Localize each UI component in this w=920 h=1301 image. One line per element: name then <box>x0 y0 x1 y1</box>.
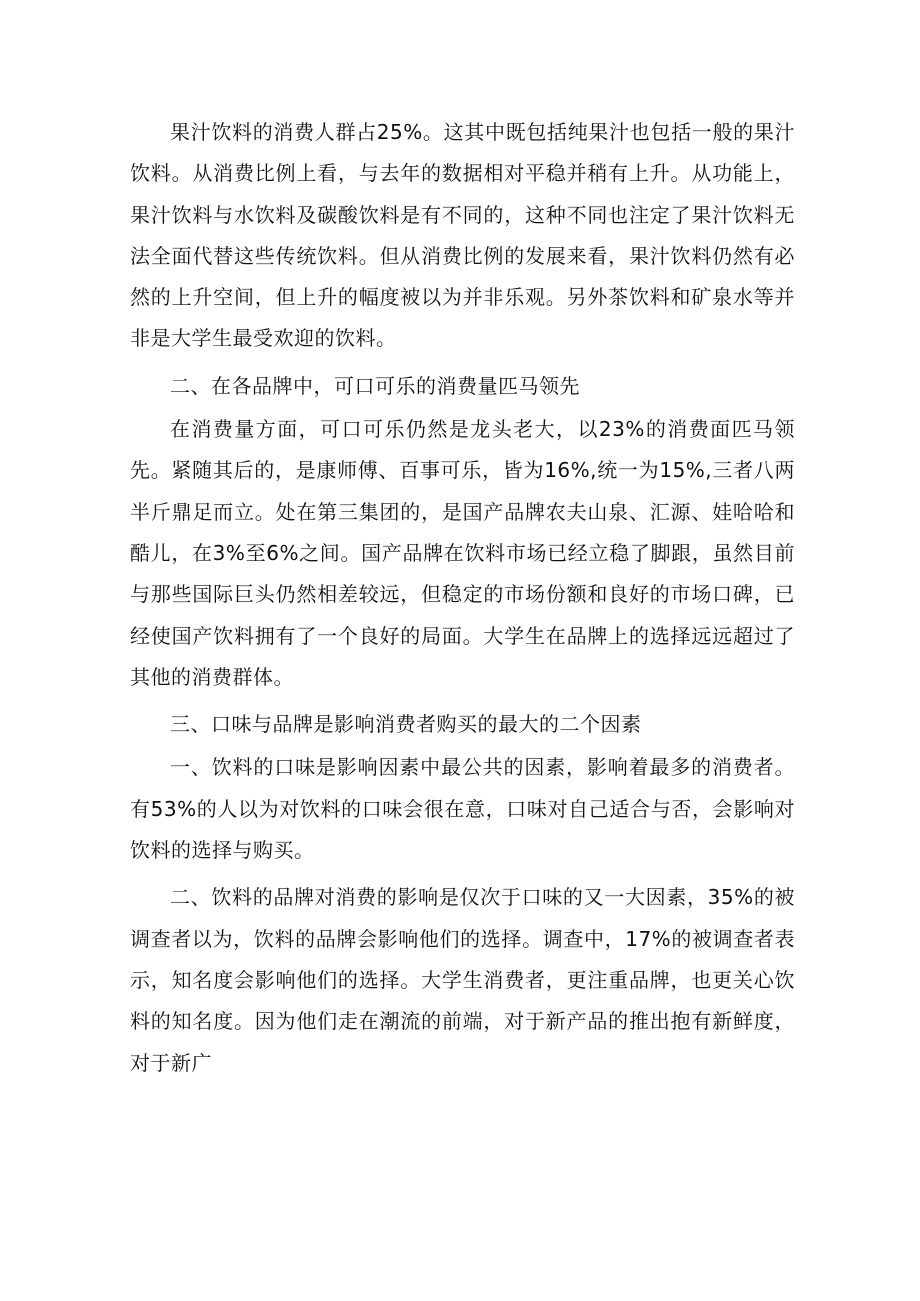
section-heading-brand-leader: 二、在各品牌中，可口可乐的消费量匹马领先 <box>170 373 580 398</box>
document-body <box>130 112 795 1084</box>
paragraph-brand-factor: 二、饮料的品牌对消费的影响是仅次于口味的又一大因素，35%的被调查者以为，饮料的品牌会影响他们的选择。调查中，17%的被调查者表示，知名度会影响他们的选择。大学生消费者，更注重品牌，也更关心饮料的知名度。因为他们走在潮流的前端，对于新产品的推出抱有新鲜度，对于新广 <box>130 885 795 1075</box>
section-heading-taste-and-brand: 三、口味与品牌是影响消费者购买的最大的二个因素 <box>170 712 642 737</box>
paragraph-brand-consumption: 在消费量方面，可口可乐仍然是龙头老大，以23%的消费面匹马领先。紧随其后的，是康师傅、百事可乐，皆为16%,统一为15%,三者八两半斤鼎足而立。处在第三集团的，是国产品牌农夫山泉、汇源、娃哈哈和酷儿，在3%至6%之间。国产品牌在饮料市场已经立稳了脚跟，虽然目前与那些国际巨头仍然相差较远，但稳定的市场份额和良好的市场口碑，已经使国产饮料拥有了一个良好的局面。大学生在品牌上的选择远远超过了其他的消费群体。 <box>130 417 795 689</box>
paragraph-juice-consumers: 果汁饮料的消费人群占25%。这其中既包括纯果汁也包括一般的果汁饮料。从消费比例上看，与去年的数据相对平稳并稍有上升。从功能上，果汁饮料与水饮料及碳酸饮料是有不同的，这种不同也注定了果汁饮料无法全面代替这些传统饮料。但从消费比例的发展来看，果汁饮料仍然有必然的上升空间，但上升的幅度被以为并非乐观。另外茶饮料和矿泉水等并非是大学生最受欢迎的饮料。 <box>130 120 795 351</box>
paragraph-taste-factor: 一、饮料的口味是影响因素中最公共的因素，影响着最多的消费者。有53%的人以为对饮料的口味会很在意，口味对自己适合与否，会影响对饮料的选择与购买。 <box>130 755 795 863</box>
